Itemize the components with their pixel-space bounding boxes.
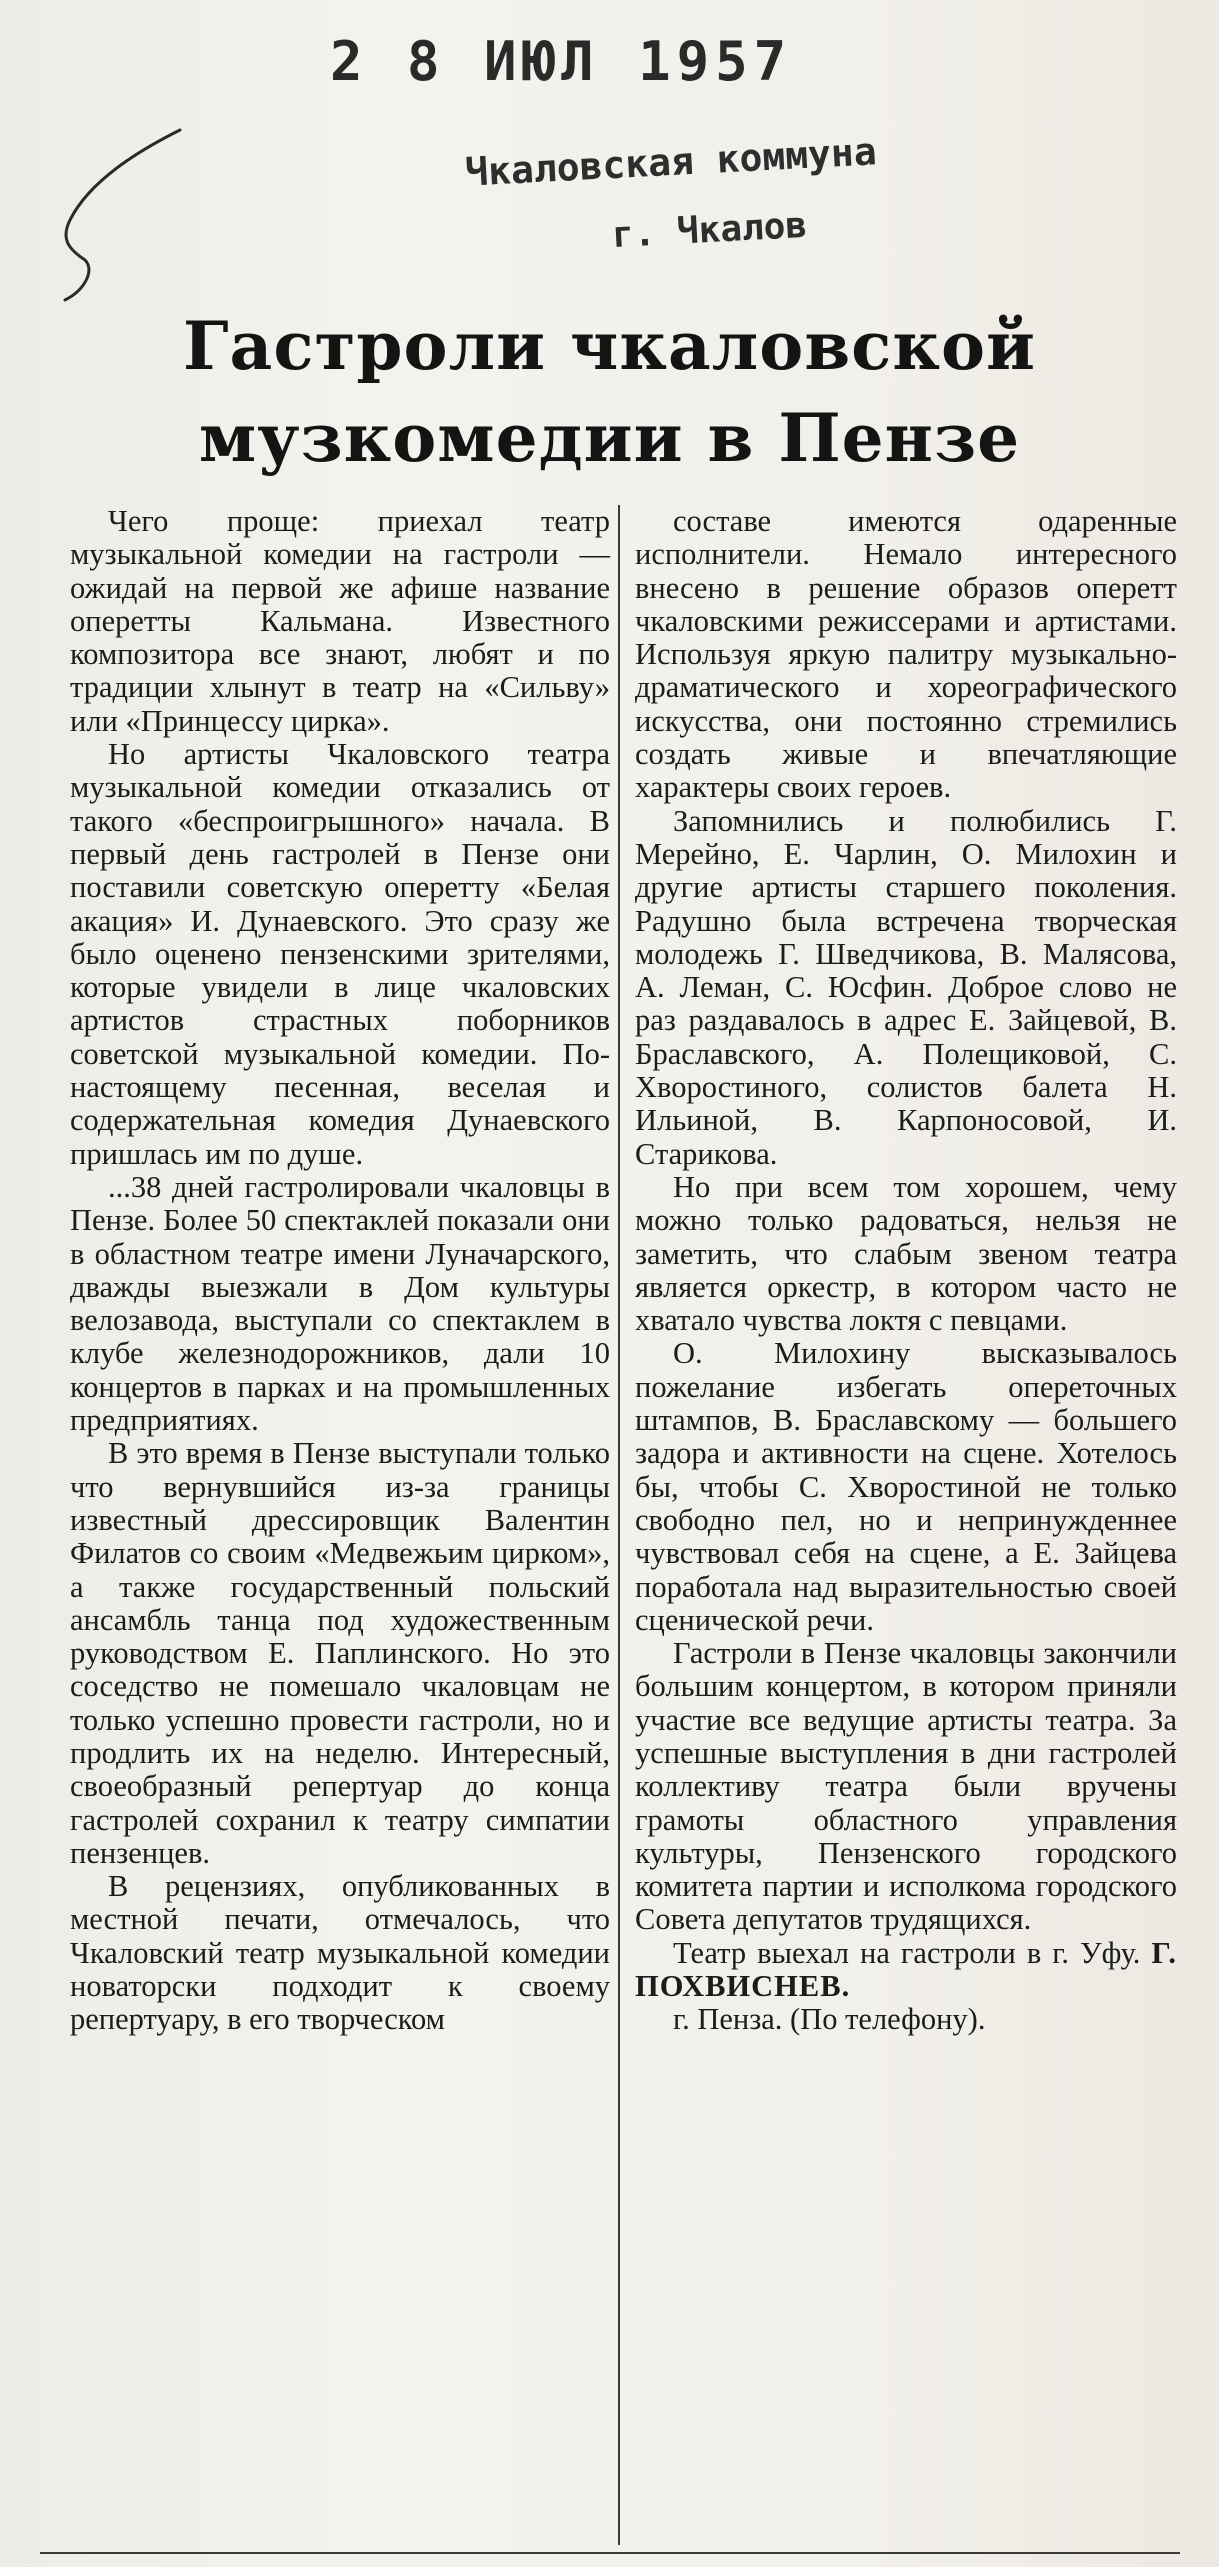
paragraph: Запомнились и полюбились Г. Мерейно, Е. Чарлин, О. Милохин и другие артисты старшего поколения. Радушно была встречена творческая молодежь Г. Шведчикова, В. Малясова, А. Леман, С. Юсфин. Доброе слово не раз раздавалось в адрес Е. Зайцевой, В. Браславского, А. Полещиковой, С. Хворостиного, солистов балета Н. Ильиной, В. Карпоносовой, И. Старикова. [635,803,1177,1171]
paragraph: Гастроли в Пензе чкаловцы закончили большим концертом, в котором приняли участие все ведущие артисты театра. За успешные выступления в дни гастролей коллективу театра были вручены грамоты областного управления культуры, Пензенского городского комитета партии и исполкома городского Совета депутатов трудящихся. [635,1636,1177,1937]
city-stamp: г. Чкалов [611,204,809,257]
article-column-right [635,505,1177,2037]
article-column-left [70,505,610,2037]
paragraph: О. Милохину высказывалось пожелание избегать опереточных штампов, В. Браславскому — большего задора и активности на сцене. Хотелось бы, чтобы С. Хворостиной не только свободно пел, но и непринужденнее чувствовал себя на сцене, а Е. Зайцева поработала над выразительностью своей сценической речи. [635,1336,1177,1637]
paragraph: В рецензиях, опубликованных в местной печати, отмечалось, что Чкаловский театр музыкальной комедии новаторски подходит к своему репертуару, в его творческом [70,1869,610,2037]
date-stamp: 2 8 ИЮЛ 1957 [330,30,793,93]
paragraph: Но при всем том хорошем, чему можно только радоваться, нельзя не заметить, что слабым звеном театра является оркестр, в котором часто не хватало чувства локтя с певцами. [635,1169,1177,1338]
column-divider [618,505,620,2545]
dateline: г. Пенза. (По телефону). [673,2002,986,2037]
paragraph: Чего проще: приехал театр музыкальной комедии на гастроли — ожидай на первой же афише название оперетты Кальмана. Известного композитора все знают, любят и по традиции хлынут в театр на «Сильву» или «Принцессу цирка». [70,504,610,738]
handwritten-mark-icon [30,110,210,310]
closing-sentence: Театр выехал на гастроли в г. Уфу. [673,1935,1141,1970]
headline-line-2: музкомедии в Пензе [198,399,1021,477]
paragraph: ...38 дней гастролировали чкаловцы в Пензе. Более 50 спектаклей показали они в областном театре имени Луначарского, дважды выезжали в Дом культуры велозавода, выступали со спектаклем в клубе железнодорожников, дали 10 концертов в парках и на промышленных предприятиях. [70,1169,610,1438]
closing-line [635,1937,1177,2004]
clipping-bottom-rule [40,2552,1180,2554]
article-headline [0,300,1219,484]
paragraph: Но артисты Чкаловского театра музыкальной комедии отказались от такого «беспроигрышного» начала. В первый день гастролей в Пензе они поставили советскую оперетту «Белая акация» И. Дунаевского. Это сразу же было оценено пензенскими зрителями, которые увидели в лице чкаловских артистов страстных поборников советской музыкальной комедии. По-настоящему песенная, веселая и содержательная комедия Дунаевского пришлась им по душе. [70,737,610,1171]
newspaper-name-stamp: Чкаловская коммуна [464,129,878,195]
author-signature: Г. ПОХВИСНЕВ. [635,1935,1178,2004]
paragraph: В это время в Пензе выступали только что вернувшийся из-за границы известный дрессировщик Валентин Филатов со своим «Медвежьим цирком», а также государственный польский ансамбль танца под художественным руководством Е. Паплинского. Но это соседство не помешало чкаловцам не только успешно провести гастроли, но и продлить их на неделю. Интересный, своеобразный репертуар до конца гастролей сохранил к театру симпатии пензенцев. [70,1436,610,1870]
paragraph: составе имеются одаренные исполнители. Немало интересного внесено в решение образов оперетт чкаловскими режиссерами и артистами. Используя яркую палитру музыкально-драматического и хореографического искусства, они постоянно стремились создать живые и впечатляющие характеры своих героев. [635,504,1177,805]
headline-line-1: Гастроли чкаловской [182,307,1037,385]
